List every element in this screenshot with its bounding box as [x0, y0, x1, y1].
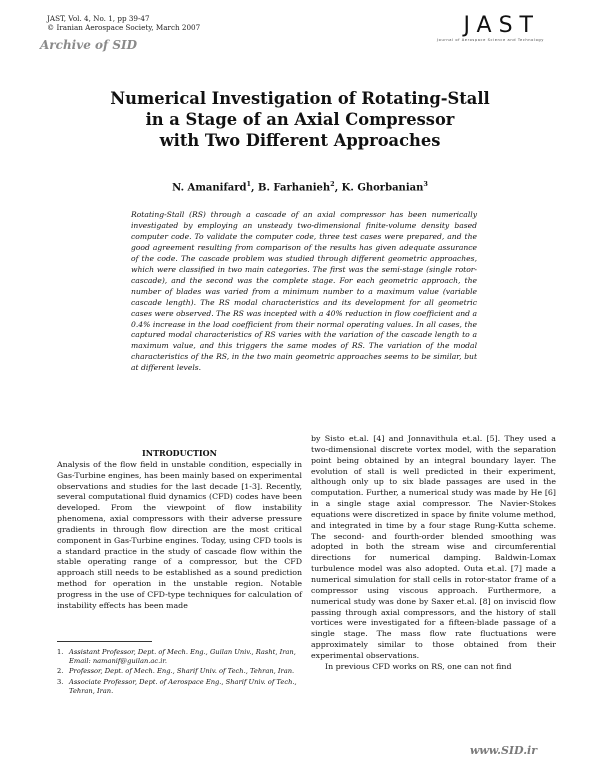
footnote-number: 2. [57, 667, 64, 676]
author-separator: , [334, 182, 342, 194]
author-affiliation-mark: 3 [423, 180, 428, 188]
title-line-2: in a Stage of an Axial Compressor [145, 110, 455, 129]
sid-watermark: www.SID.ir [469, 744, 537, 757]
jast-logo-subtitle: Journal of Aerospace Science and Technology [437, 38, 544, 42]
footnote-item [57, 678, 297, 696]
introduction-paragraph: by Sisto et.al. [4] and Jonnavithula et.al. [5]. They used a two-dimensional discrete vortex model, with the separation point being obtained by an integral boundary layer. The evolution of stall is well predicted in their experiment, although only up to six blade passages are used in the computation. Further, a numerical study was made by He [6] in a single stage axial compressor. The Navier-Stokes equations were discretized in space by finite volume method, and integrated in time by a four stage Rung-Kutta scheme. The second- and fourth-order blended smoothing was adopted in both the stream wise and circumferential directions for numerical damping. Baldwin-Lomax turbulence model was also adopted. Outa et.al. [7] made a numerical simulation for stall cells in rotor-stator frame of a compressor using viscous approach. Furthermore, a numerical study was done by Saxer et.al. [8] on inviscid flow passing through axial compressors, and the history of stall vortices were investigated for a fifteen-blade passage of a single stage. The mass flow rate fluctuations were approximately similar to those obtained from their experimental observations. [311, 434, 556, 660]
introduction-paragraph: In previous CFD works on RS, one can not find [325, 661, 512, 671]
author-affiliation-mark: 1 [246, 180, 252, 188]
footnote-text: Professor, Dept. of Mech. Eng., Sharif Univ. of Tech., Tehran, Iran. [69, 667, 295, 676]
paper-title [0, 88, 600, 151]
author-name: N. Amanifard [172, 182, 247, 194]
journal-citation: JAST, Vol. 4, No. 1, pp 39-47 [47, 14, 150, 23]
author-separator: , [251, 182, 258, 194]
footnote-number: 1. [57, 648, 64, 656]
abstract: Rotating-Stall (RS) through a cascade of an axial compressor has been numerically investigated by employing an unsteady two-dimensional finite-volume density based computer code. To validate the computer code, three test cases were prepared, and the good agreement resulting from comparison of the results has given adequate assurance of the code. The cascade problem was studied through different geometric approaches, which were classified in two main categories. The first was the semi-stage (single rotor-cascade), and the second was the complete stage. For each geometric approach, the number of blades was varied from a minimum number to a maximum value (variable cascade length). The RS modal characteristics and its development for all geometric cases were observed. The RS was incepted with a 40% reduction in flow coefficient and a 0.4% increase in the load coefficient from their normal operating values. In all cases, the captured modal characteristics of RS varies with the variation of the cascade length to a maximum value, and this triggers the same modes of RS. The variation of the modal characteristics of the RS, in the two main geometric approaches seems to be similar, but at different levels. [131, 210, 477, 373]
footnote-number: 3. [57, 677, 64, 686]
left-column [57, 448, 302, 612]
footnote-item [57, 667, 297, 676]
title-line-3: with Two Different Approaches [159, 131, 441, 150]
title-line-1: Numerical Investigation of Rotating-Stall [110, 89, 490, 108]
footnote-item [57, 648, 297, 666]
footnote-text: Associate Professor, Dept. of Aerospace Eng., Sharif Univ. of Tech., Tehran, Iran. [69, 677, 297, 695]
section-heading: INTRODUCTION [142, 448, 217, 458]
author-name: B. Farhanieh [258, 182, 331, 194]
introduction-paragraph: Analysis of the flow field in unstable condition, especially in Gas-Turbine engines, has been mainly based on experimental observations and studies for the last decade [1-3]. Recently, several computational fluid dynamics (CFD) codes have been developed. From the viewpoint of flow instability phenomena, axial compressors with their adverse pressure gradients in through flow direction are the most critical component in Gas-Turbine engines. Today, using CFD tools is a standard practice in the study of cascade flow within the stable operating range of a compressor, but the CFD approach still needs to be established as a sound prediction method for operation in the unstable region. Notable progress in the use of CFD-type techniques for calculation of instability effects has been made [57, 459, 302, 610]
jast-logo: JAST [463, 13, 540, 38]
author-affiliation-mark: 2 [330, 180, 335, 188]
footnotes [57, 648, 297, 697]
footnote-text: Assistant Professor, Dept. of Mech. Eng., Guilan Univ., Rasht, Iran, Email: namanif@guilan.ac.ir. [69, 648, 296, 666]
right-column [311, 434, 556, 673]
archive-label: Archive of SID [40, 38, 138, 52]
author-name: K. Ghorbanian [341, 182, 424, 194]
journal-copyright: © Iranian Aerospace Society, March 2007 [47, 23, 201, 32]
footnote-divider [57, 641, 152, 642]
author-list [0, 180, 600, 193]
